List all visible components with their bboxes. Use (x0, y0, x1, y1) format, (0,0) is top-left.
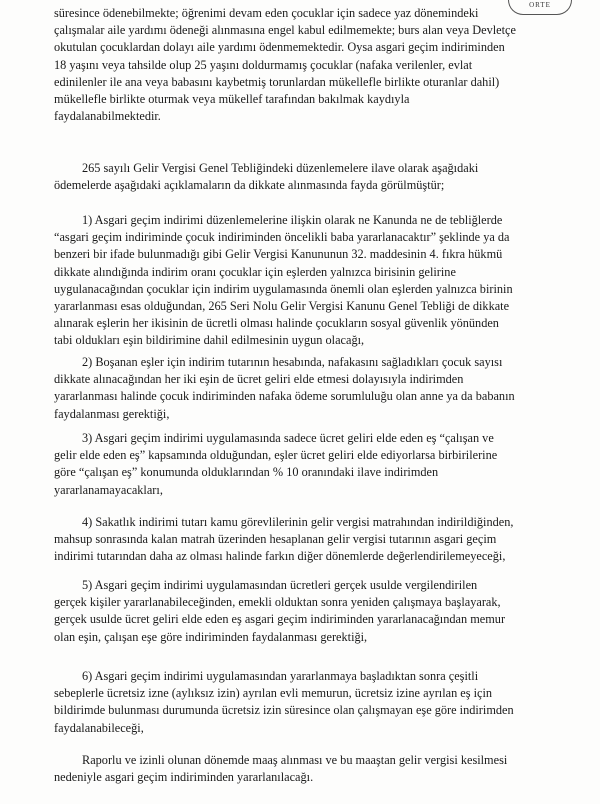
text-line: nedeniyle asgari geçim indiriminden yararlanılacağı. (54, 770, 314, 785)
text-line: dikkate alınacağından her iki eşin de ücret geliri elde etmesi dolayısıyla indirimden (54, 372, 464, 387)
text-line: indirimi tutarından daha az olması halinde farkın diğer dönemlerde değerlendirilemeyeceği, (54, 549, 506, 564)
text-line: süresince ödenebilmekte; öğrenimi devam eden çocuklar için sadece yaz dönemindeki (54, 6, 479, 20)
text-line: 2) Boşanan eşler için indirim tutarının hesabında, nafakasını sağladıkları çocuk sayısı (82, 355, 503, 369)
paragraph-closing (54, 752, 562, 786)
text-line: alınarak eşlerin her ikisinin de ücretli olması halinde çocukların sosyal güvenlik yönünden (54, 316, 499, 331)
text-line: uygulanacağından çocuklar için indirim uygulamasında önemli olan eşlerden yalnızca birinin (54, 281, 513, 296)
text-line: 3) Asgari geçim indirimi uygulamasında sadece ücret geliri elde eden eş “çalışan ve (82, 431, 494, 445)
list-item-6 (54, 668, 562, 737)
paragraph-intro (54, 160, 562, 194)
list-item-1 (54, 212, 562, 350)
text-line: Raporlu ve izinli olunan dönemde maaş alınması ve bu maaştan gelir vergisi kesilmesi (82, 753, 508, 767)
list-item-2 (54, 354, 562, 423)
text-line: mahsup sonrasında kalan matrah üzerinden hesaplanan gelir vergisi tutarının asgari geçim (54, 532, 497, 547)
text-line: gelir elde eden eş” kapsamında olduğundan, eşler ücret geliri elde ediyorlarsa birbirilerine (54, 448, 498, 463)
text-line: mükellefle birlikte oturmak veya mükellef tarafından bakılmak kaydıyla (54, 92, 410, 107)
text-line: edinilenler ile ana veya babasını kaybetmiş torunlardan mükellefle birlikte oturanlar dahil) (54, 74, 500, 89)
text-line: 4) Sakatlık indirimi tutarı kamu görevlilerinin gelir vergisi matrahından indirildiğinden, (82, 515, 514, 529)
text-line: tabi oldukları eşin bildirimine dahil edilmesinin uygun olacağı, (54, 333, 365, 348)
text-line: 5) Asgari geçim indirimi uygulamasından ücretleri gerçek usulde vergilendirilen (82, 578, 478, 592)
text-line: gerçek kişiler yararlanabileceğinden, emekli olduktan sonra yeniden çalışmaya başlayarak, (54, 595, 501, 610)
text-line: faydalanabilmektedir. (54, 109, 161, 124)
circular-stamp-fragment: ORTE (508, 0, 572, 15)
text-line: 265 sayılı Gelir Vergisi Genel Tebliğindeki düzenlemelere ilave olarak aşağıdaki (82, 161, 479, 175)
text-line: yararlanması halinde çocuk indiriminden nafaka ödeme sorumluluğu olan anne ya da babanın (54, 389, 515, 404)
text-line: göre “çalışan eş” konumunda olduklarından % 10 oranındaki ilave indirimden (54, 465, 439, 480)
text-line: gerçek usulde ücret geliri elde eden eş asgari geçim indiriminden yararlanacağından memur (54, 612, 506, 627)
text-line: 6) Asgari geçim indirimi uygulamasından yararlanmaya başladıktan sonra çeşitli (82, 669, 479, 683)
text-line: faydalanabileceği, (54, 720, 144, 735)
list-item-5 (54, 577, 562, 646)
text-line: sebeplerle ücretsiz izne (aylıksız izin) ayrılan evli memurun, ücretsiz izine ayrılan eş için (54, 686, 493, 701)
list-item-3 (54, 430, 562, 499)
text-line: çalışmalar aile yardımı ödeneği alınmasına engel kabul edilmemekte; burs alan veya Devletçe (54, 23, 516, 38)
list-item-4 (54, 514, 562, 566)
text-line: 1) Asgari geçim indirimi düzenlemelerine ilişkin olarak ne Kanunda ne de tebliğlerde (82, 213, 503, 227)
text-line: yararlanamayacakları, (54, 482, 163, 497)
text-line: okutulan çocuklardan dolayı aile yardımı ödenmemektedir. Oysa asgari geçim indiriminden (54, 40, 505, 55)
text-line: bildirimde bulunması durumunda ücretsiz izin süresince olan çalışmayan eşe göre indirimden (54, 703, 514, 718)
text-line: benzeri bir ifade bulunmadığı gibi Gelir Vergisi Kanununun 32. maddesinin 4. fıkra hükmü (54, 247, 503, 262)
text-line: 18 yaşını veya tahsilde olup 25 yaşını doldurmamış çocuklar (nafaka verilenler, evlat (54, 57, 473, 72)
text-line: ödemelerde aşağıdaki açıklamaların da dikkate alınmasında fayda görülmüştür; (54, 178, 445, 193)
text-line: “asgari geçim indiriminde çocuk indiriminden öncelikli baba yararlanacaktır” şeklinde ya da (54, 230, 510, 245)
paragraph-continuation (54, 5, 562, 125)
text-line: faydalanması gerektiği, (54, 406, 170, 421)
text-line: olan eşin, çalışan eşe göre indiriminden faydalanması gerektiği, (54, 629, 368, 644)
text-line: yararlanması esas olduğundan, 265 Seri Nolu Gelir Vergisi Kanunu Genel Tebliği de dikkate (54, 299, 510, 314)
text-line: dikkate alındığında indirim oranı çocuklar için eşlerden yalnızca birisinin gelirine (54, 264, 456, 279)
